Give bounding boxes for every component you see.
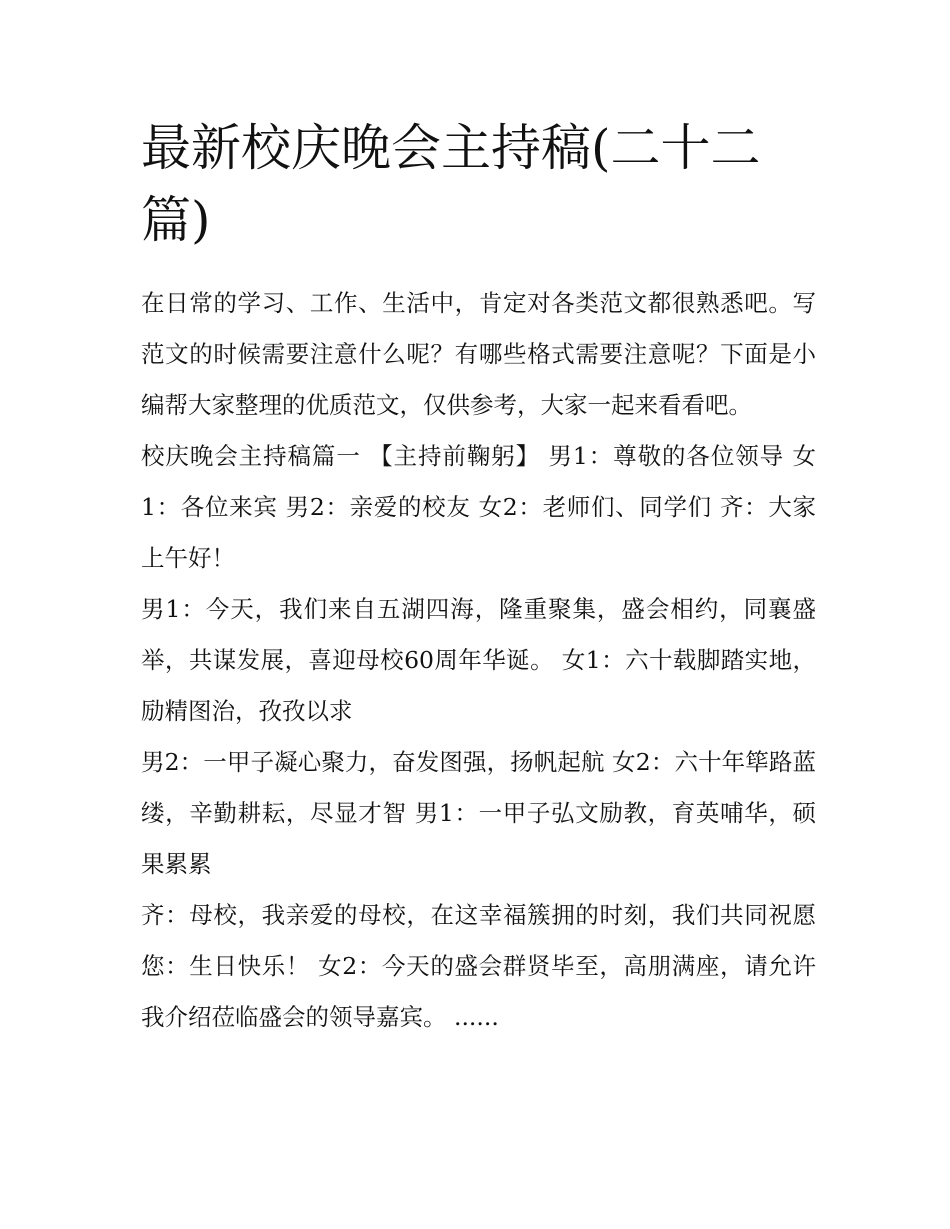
paragraph-intro: 在日常的学习、工作、生活中，肯定对各类范文都很熟悉吧。写范文的时候需要注意什么呢？有哪些格式需要注意呢？下面是小编帮大家整理的优质范文，仅供参考，大家一起来看看吧。 (141, 289, 816, 419)
paragraph-male1-today: 男1：今天，我们来自五湖四海，隆重聚集，盛会相约，同襄盛举，共谋发展，喜迎母校60周年华诞。 女1：六十载脚踏实地，励精图治，孜孜以求 (141, 595, 816, 725)
paragraph-opening: 校庆晚会主持稿篇一 【主持前鞠躬】 男1：尊敬的各位领导 女1：各位来宾 男2：亲爱的校友 女2：老师们、同学们 齐：大家上午好！ (141, 442, 816, 572)
document-body (141, 278, 816, 1043)
paragraph-together-wishes: 齐：母校，我亲爱的母校，在这幸福簇拥的时刻，我们共同祝愿您：生日快乐！ 女2：今天的盛会群贤毕至，高朋满座，请允许我介绍莅临盛会的领导嘉宾。 ...... (141, 901, 816, 1031)
document-content (141, 112, 816, 1043)
paragraph-male2-sixty-years: 男2：一甲子凝心聚力，奋发图强，扬帆起航 女2：六十年筚路蓝缕，辛勤耕耘，尽显才智 男1：一甲子弘文励教，育英哺华，硕果累累 (141, 748, 816, 878)
document-title: 最新校庆晚会主持稿(二十二篇) (141, 119, 761, 249)
